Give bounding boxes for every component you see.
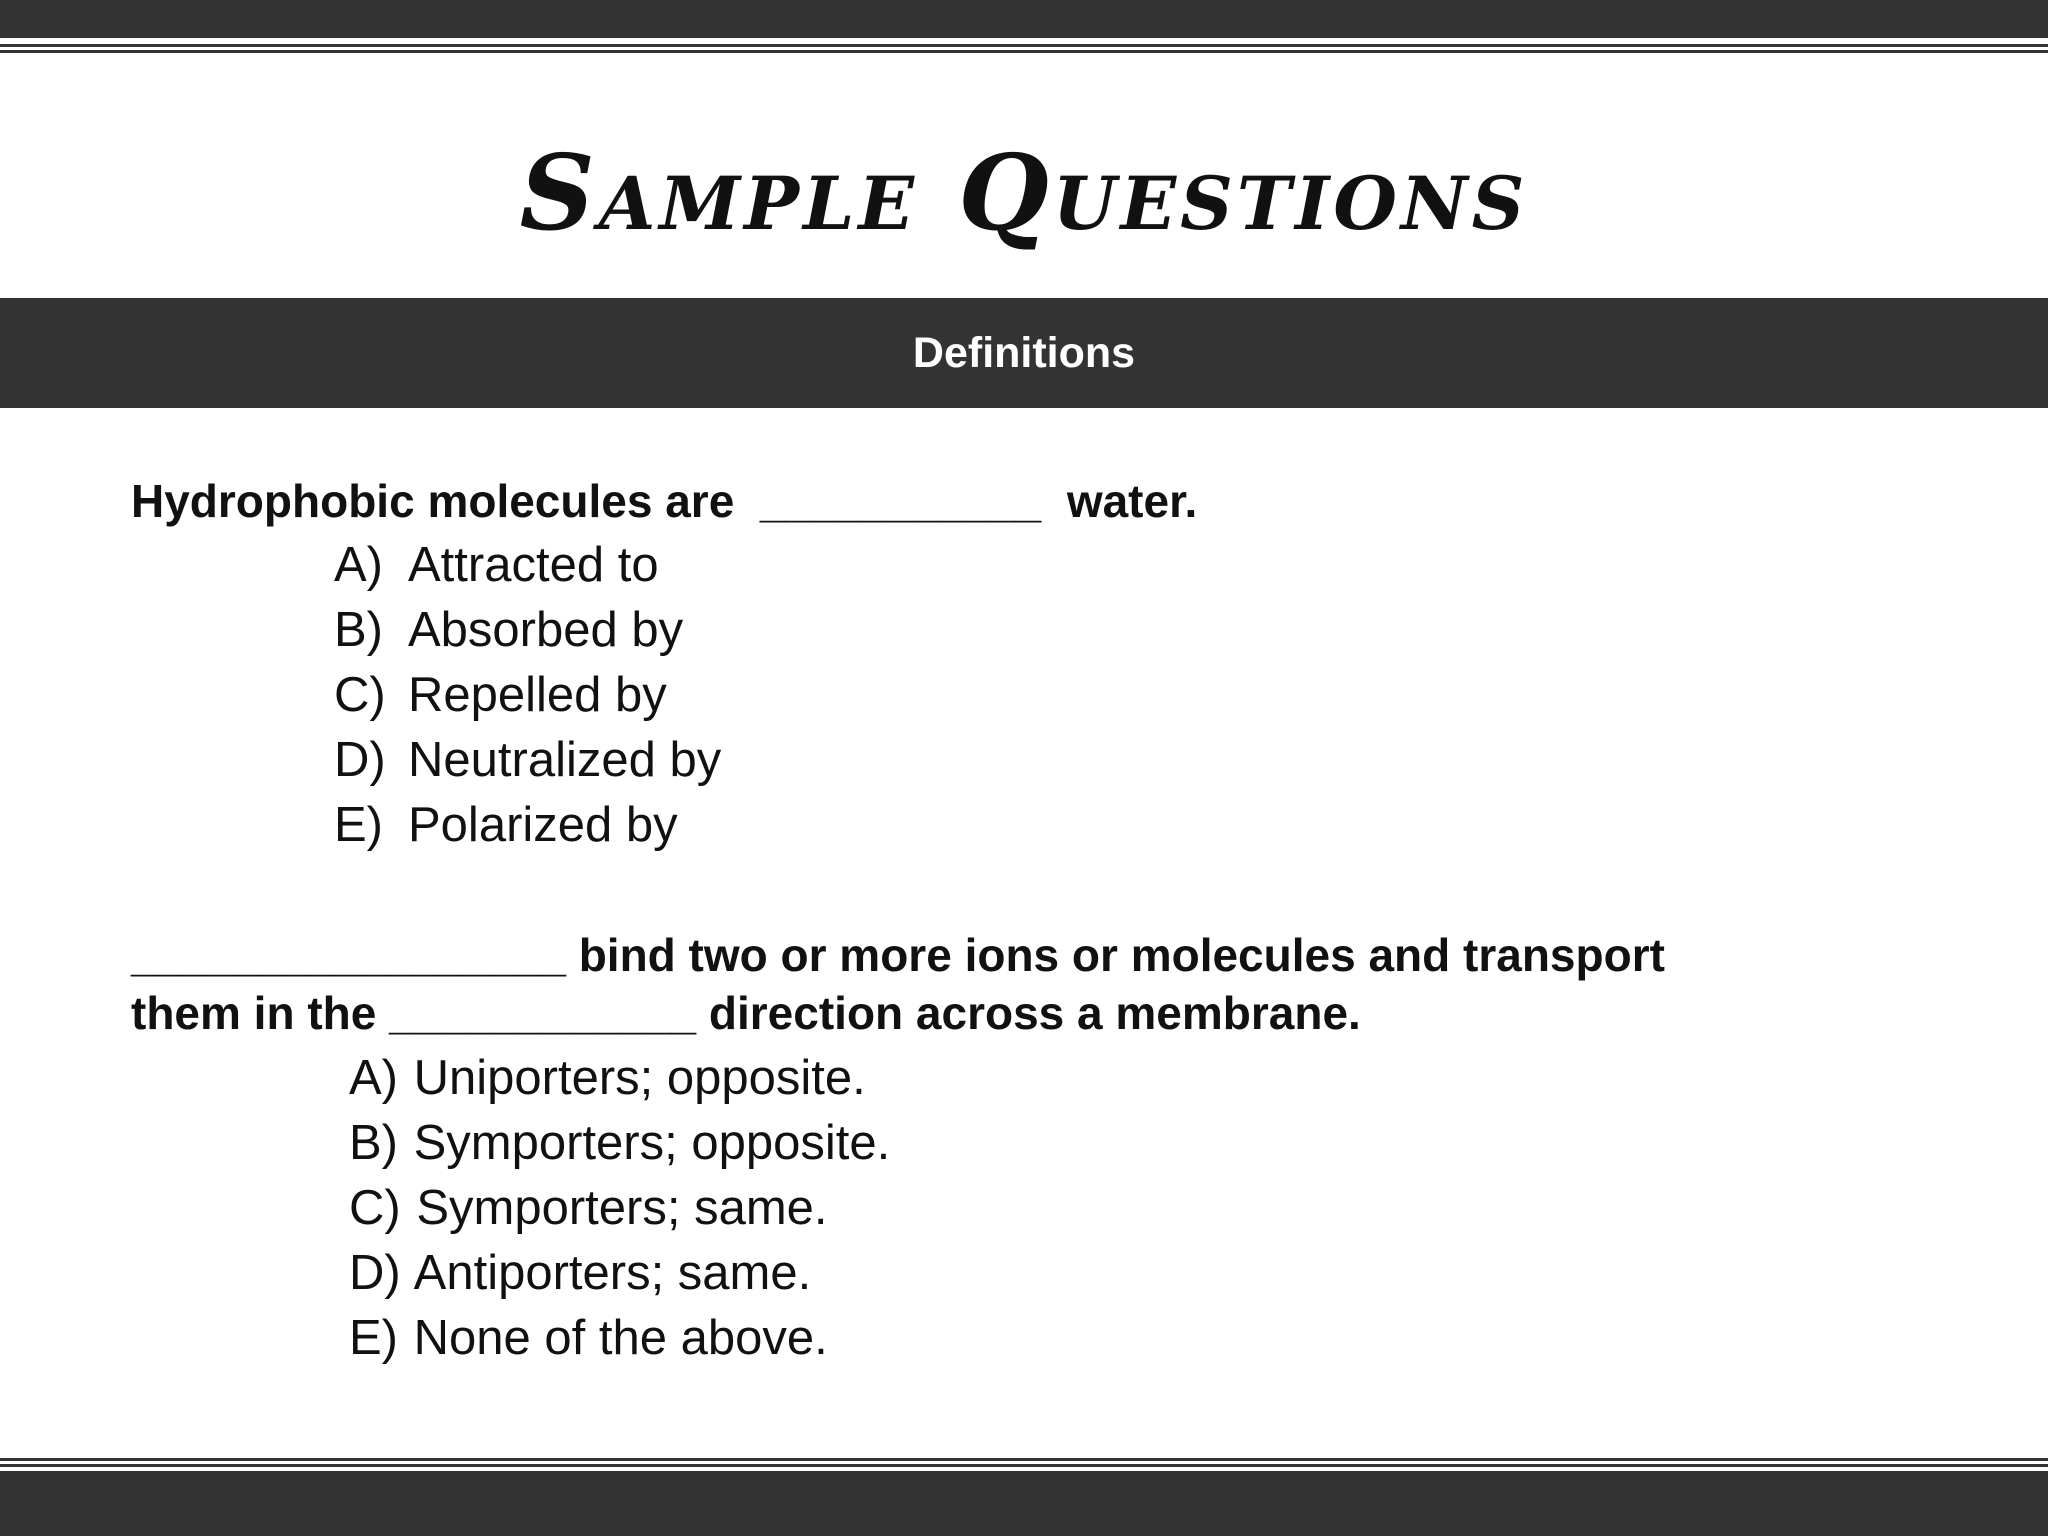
question-2-option-b bbox=[349, 1111, 890, 1176]
bottom-border-bar bbox=[0, 1471, 2048, 1536]
section-band bbox=[0, 298, 2048, 408]
option-letter: C) bbox=[349, 1181, 401, 1235]
question-2-stem bbox=[131, 926, 1931, 1042]
option-text: Antiporters; same. bbox=[413, 1246, 812, 1300]
option-text: Attracted to bbox=[408, 538, 659, 592]
option-letter: E) bbox=[334, 798, 383, 852]
option-text: Symporters; opposite. bbox=[413, 1116, 891, 1170]
option-letter: B) bbox=[334, 603, 383, 657]
option-letter: B) bbox=[349, 1116, 398, 1170]
option-letter: C) bbox=[334, 668, 386, 722]
top-border-bar bbox=[0, 0, 2048, 38]
question-2-option-c bbox=[349, 1176, 890, 1241]
question-1-option-a bbox=[334, 533, 721, 598]
option-letter: D) bbox=[349, 1246, 401, 1300]
question-2-option-d bbox=[349, 1241, 890, 1306]
question-1-option-d bbox=[334, 728, 721, 793]
bottom-rule-line-2 bbox=[0, 1464, 2048, 1467]
option-text: Repelled by bbox=[408, 668, 667, 722]
top-rule-line-2 bbox=[0, 50, 2048, 53]
question-1-options bbox=[334, 533, 721, 858]
option-letter: E) bbox=[349, 1311, 398, 1365]
question-2-option-e bbox=[349, 1306, 890, 1371]
option-letter: A) bbox=[334, 538, 383, 592]
option-text: Polarized by bbox=[408, 798, 678, 852]
question-2-options bbox=[349, 1046, 890, 1371]
option-text: None of the above. bbox=[413, 1311, 828, 1365]
section-band-label: Definitions bbox=[912, 328, 1136, 377]
question-1-option-b bbox=[334, 598, 721, 663]
top-rule-line bbox=[0, 44, 2048, 47]
option-text: Uniporters; opposite. bbox=[413, 1051, 866, 1105]
option-text: Absorbed by bbox=[408, 603, 684, 657]
question-1-stem: Hydrophobic molecules are ___________ water. bbox=[131, 475, 1198, 527]
question-2-stem-line-1: _________________ bind two or more ions or molecules and transport bbox=[131, 929, 1665, 981]
question-2-option-a bbox=[349, 1046, 890, 1111]
question-1-option-e bbox=[334, 793, 721, 858]
option-letter: D) bbox=[334, 733, 386, 787]
option-letter: A) bbox=[349, 1051, 398, 1105]
option-text: Symporters; same. bbox=[416, 1181, 828, 1235]
option-text: Neutralized by bbox=[408, 733, 722, 787]
bottom-rule-line bbox=[0, 1458, 2048, 1461]
question-2-stem-line-2: them in the ____________ direction across a membrane. bbox=[131, 987, 1361, 1039]
page-title: Sample Questions bbox=[519, 131, 1529, 254]
question-1-option-c bbox=[334, 663, 721, 728]
